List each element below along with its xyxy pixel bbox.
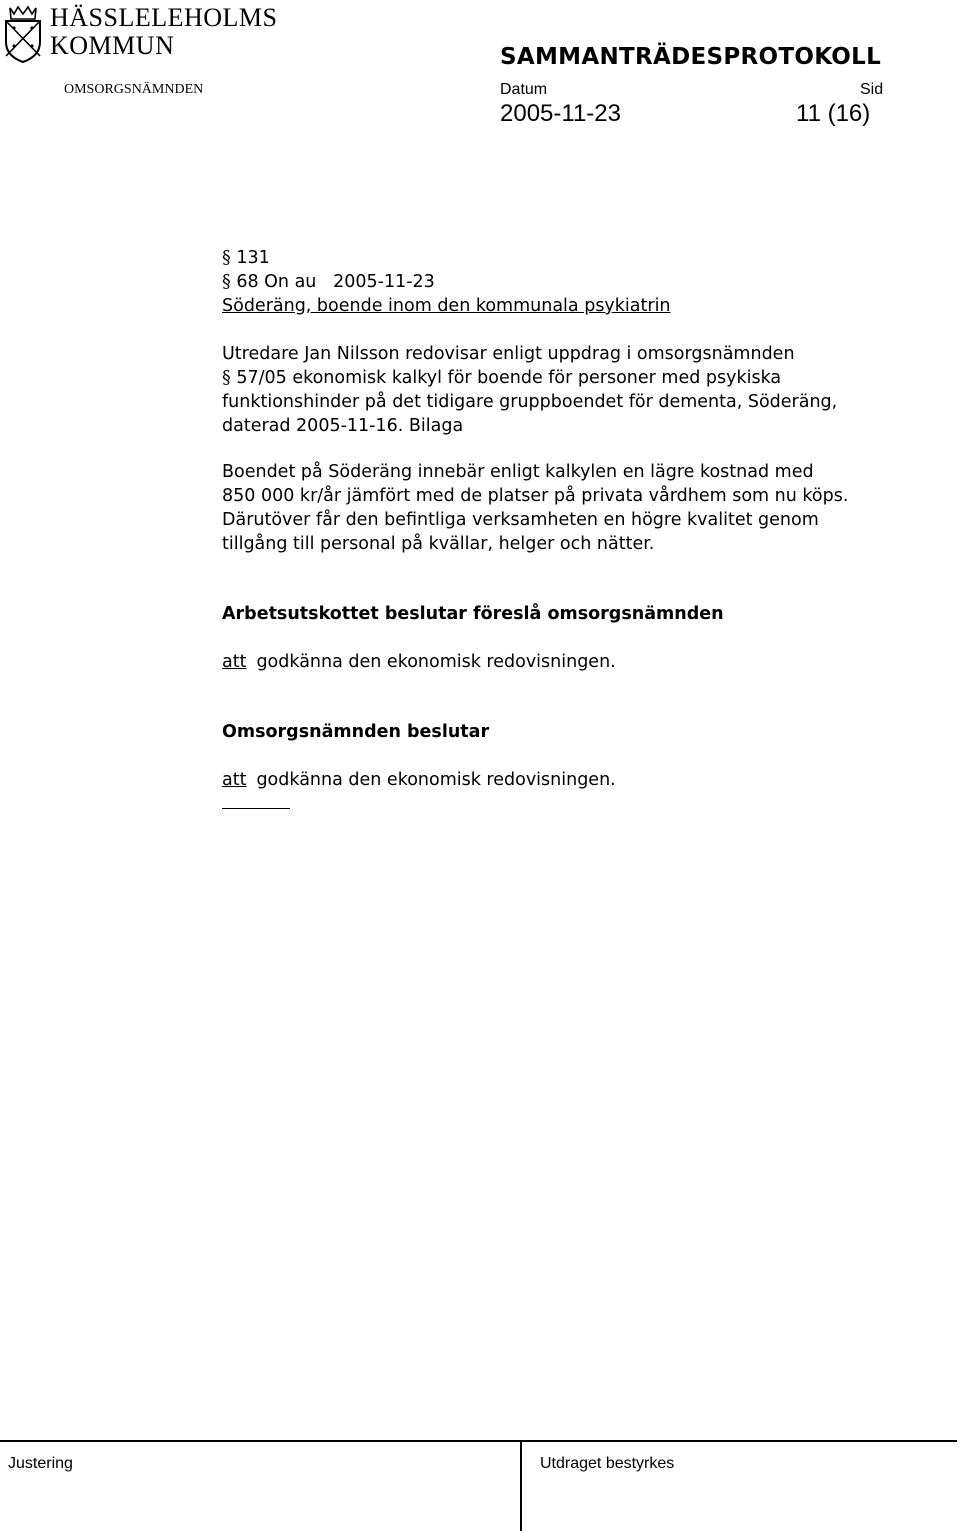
footer-justering-label: Justering (8, 1455, 73, 1472)
municipality-name (50, 4, 278, 60)
document-title: SAMMANTRÄDESPROTOKOLL (500, 44, 882, 70)
att-marker: att (222, 652, 247, 672)
case-subject: Söderäng, boende inom den kommunala psykiatrin (222, 296, 671, 316)
paragraph-1-line-3: funktionshinder på det tidigare gruppboendet för dementa, Söderäng, (222, 392, 838, 412)
section-sign: § (222, 272, 231, 292)
municipality-name-line1: HÄSSLELEHOLMS (50, 3, 278, 32)
decision-text: godkänna den ekonomisk redovisningen. (256, 770, 616, 790)
footer-column-divider (520, 1441, 522, 1531)
page-label: Sid (860, 81, 884, 98)
board-name: OMSORGSNÄMNDEN (64, 82, 204, 97)
paragraph-2-line-2: 850 000 kr/år jämfört med de platser på privata vårdhem som nu köps. (222, 486, 849, 506)
paragraph-2-line-3: Därutöver får den befintliga verksamheten en högre kvalitet genom (222, 510, 819, 530)
paragraph-2-line-1: Boendet på Söderäng innebär enligt kalkylen en lägre kostnad med (222, 462, 814, 482)
coat-of-arms-logo (2, 4, 44, 64)
case-reference-line (222, 270, 435, 294)
paragraph-2-line-4: tillgång till personal på kvällar, helger och nätter. (222, 534, 655, 554)
page-number: 11 (16) (796, 100, 871, 127)
board-decision-heading: Omsorgsnämnden beslutar (222, 722, 490, 742)
end-rule (222, 808, 290, 809)
section-sign: § (222, 368, 231, 388)
att-marker: att (222, 770, 247, 790)
municipality-name-line2: KOMMUN (50, 31, 175, 60)
section-sign: § (222, 248, 231, 268)
date-label: Datum (500, 81, 548, 98)
paragraph-1-line-4: daterad 2005-11-16. Bilaga (222, 416, 464, 436)
decision-text: godkänna den ekonomisk redovisningen. (256, 652, 616, 672)
footer-divider (0, 1440, 957, 1442)
paragraph-1-line-2 (222, 366, 781, 390)
footer-certified-label: Utdraget bestyrkes (540, 1455, 675, 1472)
committee-decision-heading: Arbetsutskottet beslutar föreslå omsorgsnämnden (222, 604, 724, 624)
paragraph-1-line-1: Utredare Jan Nilsson redovisar enligt uppdrag i omsorgsnämnden (222, 344, 795, 364)
meeting-date: 2005-11-23 (500, 100, 621, 127)
paragraph-1-line-2-text: 57/05 ekonomisk kalkyl för boende för personer med psykiska (236, 368, 782, 388)
board-decision-text (222, 768, 616, 792)
case-number: 131 (236, 248, 270, 268)
case-reference: 68 On au (236, 272, 317, 292)
case-number-line (222, 246, 270, 270)
committee-decision-text (222, 650, 616, 674)
case-reference-date: 2005-11-23 (333, 272, 435, 292)
